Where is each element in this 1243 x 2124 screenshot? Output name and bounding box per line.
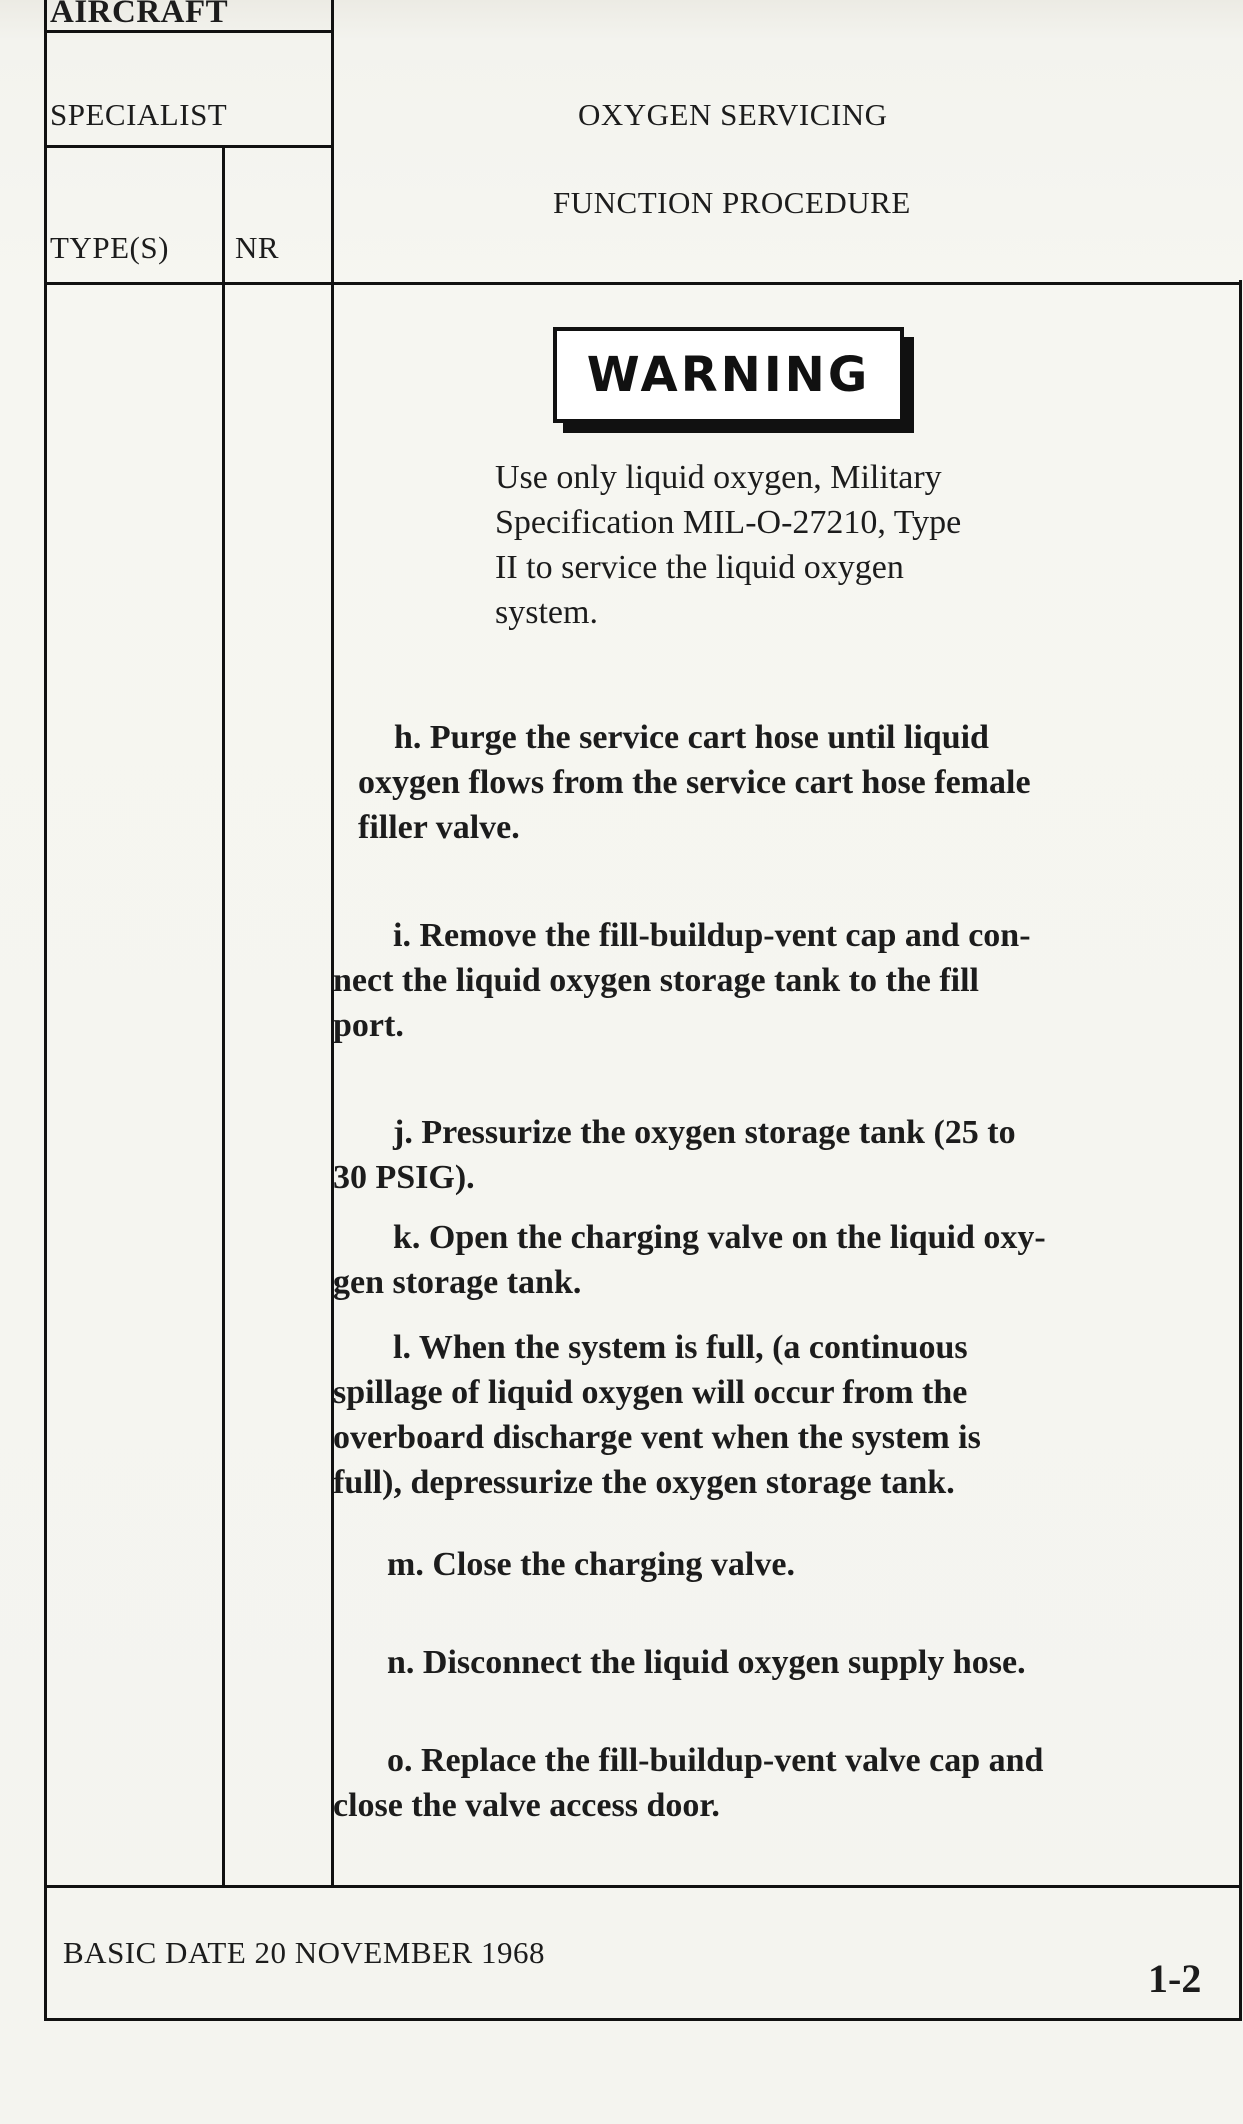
step-line: gen storage tank. [333,1264,582,1301]
warning-text [495,455,961,635]
step-k [333,1215,1046,1305]
step-line: h. Purge the service cart hose until liquid [394,719,989,756]
step-line: filler valve. [358,809,520,846]
warning-line: II to service the liquid oxygen [495,549,904,586]
header-separator-1 [44,145,334,148]
warning-line: Use only liquid oxygen, Military [495,459,942,496]
footer-separator [44,1885,1242,1888]
nr-label: NR [235,230,280,265]
step-i [333,913,1031,1048]
step-line: i. Remove the fill-buildup-vent cap and con- [393,917,1031,954]
warning-line: system. [495,594,598,631]
step-line: l. When the system is full, (a continuous [393,1329,968,1366]
step-line: 30 PSIG). [333,1159,475,1196]
step-h [358,715,1031,850]
types-label: TYPE(S) [50,230,169,265]
step-l [333,1325,981,1505]
step-line: overboard discharge vent when the system is [333,1419,981,1456]
step-n [333,1640,1026,1685]
step-line: spillage of liquid oxygen will occur from the [333,1374,968,1411]
step-line: o. Replace the fill-buildup-vent valve cap and [387,1742,1044,1779]
step-line: m. Close the charging valve. [387,1546,795,1583]
warning-banner [553,327,904,423]
step-line: port. [333,1007,404,1044]
page-title: OXYGEN SERVICING [578,97,888,132]
page-subtitle: FUNCTION PROCEDURE [553,185,911,220]
aircraft-label: AIRCRAFT [50,0,229,30]
step-line: j. Pressurize the oxygen storage tank (25 to [393,1114,1016,1151]
frame-right-line [1239,280,1242,2020]
step-j [333,1110,1016,1200]
step-line: nect the liquid oxygen storage tank to the fill [333,962,979,999]
step-line: oxygen flows from the service cart hose female [358,764,1031,801]
page-number: 1-2 [1148,1956,1202,2001]
basic-date: BASIC DATE 20 NOVEMBER 1968 [63,1935,545,1970]
specialist-label: SPECIALIST [50,97,228,132]
step-line: k. Open the charging valve on the liquid oxy- [393,1219,1046,1256]
step-o [333,1738,1043,1828]
warning-line: Specification MIL-O-27210, Type [495,504,962,541]
step-line: full), depressurize the oxygen storage tank. [333,1464,955,1501]
frame-left-line [44,0,47,2020]
step-line: n. Disconnect the liquid oxygen supply hose. [387,1644,1026,1681]
step-m [333,1542,795,1587]
step-line: close the valve access door. [333,1787,720,1824]
col-divider-types [222,145,225,1885]
warning-label: WARNING [586,347,871,403]
frame-bottom-line [44,2018,1242,2021]
